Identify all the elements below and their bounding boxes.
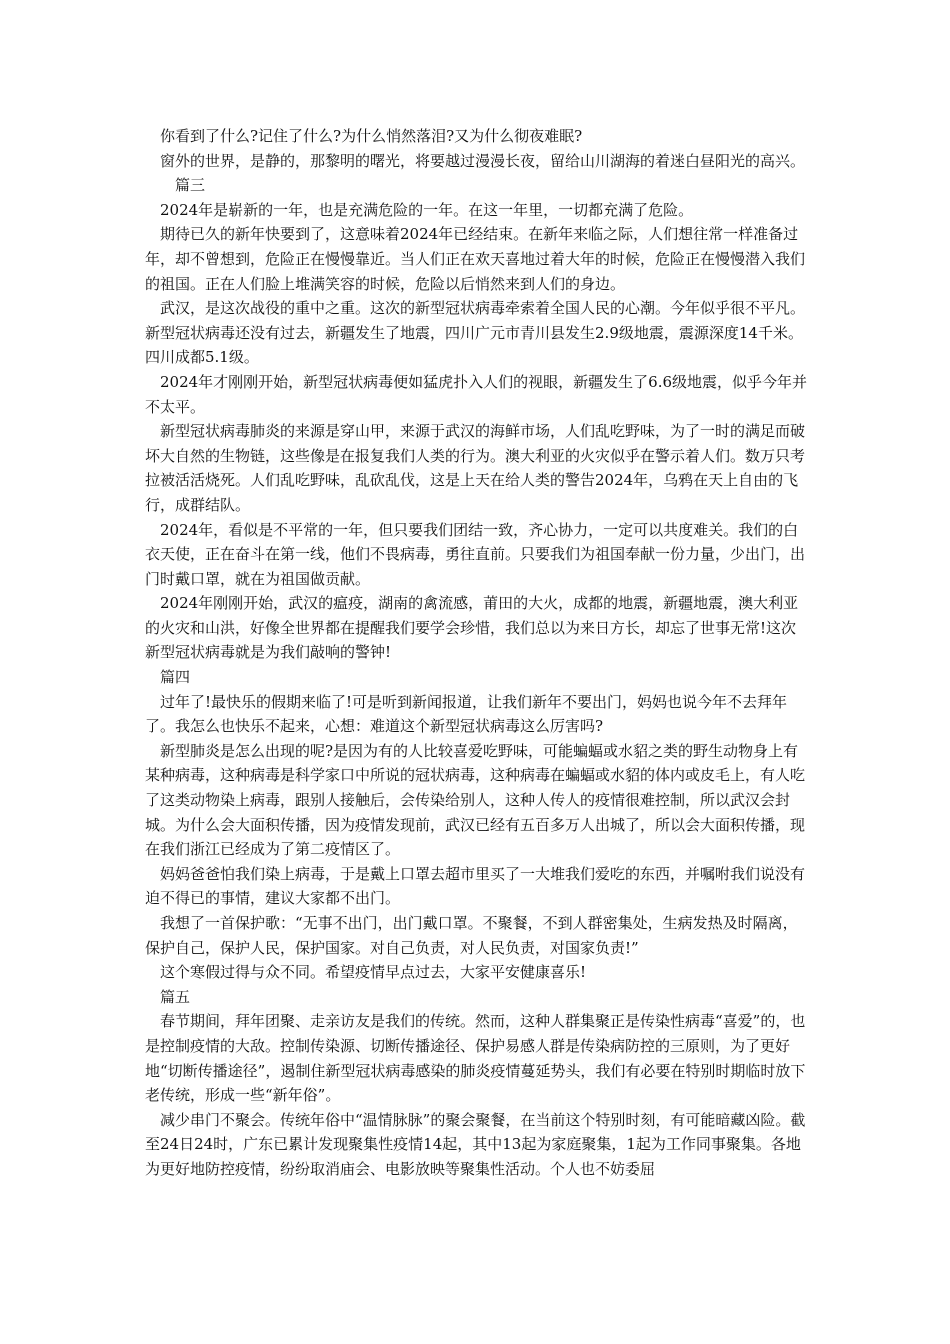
section-heading: 篇三 — [175, 176, 206, 195]
paragraph: 新型肺炎是怎么出现的呢?是因为有的人比较喜爱吃野味，可能蝙蝠或水貂之类的野生动物身上有某种病毒，这种病毒是科学家口中所说的冠状病毒，这种病毒在蝙蝠或水貂的体内或皮毛上，有人吃了这类动物染上病毒，跟别人接触后，会传染给别人，这种人传人的疫情很难控制，所以武汉会封城。为什么会大面积传播，因为疫情发现前，武汉已经有五百多万人出城了，所以会大面积传播，现在我们浙江已经成为了第二疫情区了。 — [145, 741, 806, 859]
paragraph: 2024年，看似是不平常的一年，但只要我们团结一致，齐心协力，一定可以共度难关。我们的白衣天使，正在奋斗在第一线，他们不畏病毒，勇往直前。只要我们为祖国奉献一份力量，少出门，出门时戴口罩，就在为祖国做贡献。 — [145, 520, 806, 588]
paragraph: 减少串门不聚会。传统年俗中“温情脉脉”的聚会聚餐，在当前这个特别时刻，有可能暗藏凶险。截至24日24时，广东已累计发现聚集性疫情14起，其中13起为家庭聚集，1起为工作同事聚集。各地为更好地防控疫情，纷纷取消庙会、电影放映等聚集性活动。个人也不妨委屈 — [145, 1110, 806, 1178]
paragraph: 妈妈爸爸怕我们染上病毒，于是戴上口罩去超市里买了一大堆我们爱吃的东西，并嘱咐我们说没有迫不得已的事情，建议大家都不出门。 — [145, 864, 806, 908]
document-body — [145, 124, 810, 1182]
paragraph: 这个寒假过得与众不同。希望疫情早点过去，大家平安健康喜乐! — [160, 963, 587, 982]
paragraph: 2024年刚刚开始，武汉的瘟疫，湖南的禽流感，莆田的大火，成都的地震，新疆地震，澳大利亚的火灾和山洪，好像全世界都在提醒我们要学会珍惜，我们总以为来日方长，却忘了世事无常!这次新型冠状病毒就是为我们敲响的警钟! — [145, 594, 799, 662]
paragraph: 2024年才刚刚开始，新型冠状病毒便如猛虎扑入人们的视眼，新疆发生了6.6级地震，似乎今年并不太平。 — [145, 372, 808, 416]
paragraph: 我想了一首保护歌：“无事不出门，出门戴口罩。不聚餐，不到人群密集处，生病发热及时隔离，保护自己，保护人民，保护国家。对自己负责，对人民负责，对国家负责!” — [145, 914, 798, 957]
paragraph: 过年了!最快乐的假期来临了!可是听到新闻报道，让我们新年不要出门，妈妈也说今年不去拜年了。我怎么也快乐不起来，心想：难道这个新型冠状病毒这么厉害吗? — [145, 692, 788, 736]
paragraph: 武汉，是这次战役的重中之重。这次的新型冠状病毒牵索着全国人民的心潮。今年似乎很不平凡。新型冠状病毒还没有过去，新疆发生了地震，四川广元市青川县发生2.9级地震，震源深度14千米。四川成都5.1级。 — [145, 299, 806, 367]
paragraph: 2024年是崭新的一年，也是充满危险的一年。在这一年里，一切都充满了危险。 — [160, 200, 694, 219]
paragraph: 期待已久的新年快要到了，这意味着2024年已经结束。在新年来临之际，人们想往常一样准备过年，却不曾想到，危险正在慢慢靠近。当人们正在欢天喜地过着大年的时候，危险正在慢慢潜入我们的祖国。正在人们脸上堆满笑容的时候，危险以后悄然来到人们的身边。 — [145, 225, 806, 293]
paragraph: 窗外的世界，是静的，那黎明的曙光，将要越过漫漫长夜，留给山川湖海的着迷白昼阳光的高兴。 — [160, 151, 806, 170]
paragraph: 春节期间，拜年团聚、走亲访友是我们的传统。然而，这种人群集聚正是传染性病毒“喜爱”的，也是控制疫情的大敌。控制传染源、切断传播途径、保护易感人群是传染病防控的三原则，为了更好地“切断传播途径”，遏制住新型冠状病毒感染的肺炎疫情蔓延势头，我们有必要在特别时期临时放下老传统，形成一些“新年俗”。 — [145, 1012, 806, 1105]
section-heading: 篇四 — [160, 668, 191, 687]
section-heading: 篇五 — [160, 987, 191, 1006]
paragraph: 你看到了什么?记住了什么?为什么悄然落泪?又为什么彻夜难眠? — [160, 127, 583, 145]
paragraph: 新型冠状病毒肺炎的来源是穿山甲，来源于武汉的海鲜市场，人们乱吃野味，为了一时的满足而破坏大自然的生物链，这些像是在报复我们人类的行为。澳大利亚的火灾似乎在警示着人们。数万只考拉被活活烧死。人们乱吃野味，乱砍乱伐，这是上天在给人类的警告2024年，乌鸦在天上自由的飞行，成群结队。 — [145, 422, 806, 514]
